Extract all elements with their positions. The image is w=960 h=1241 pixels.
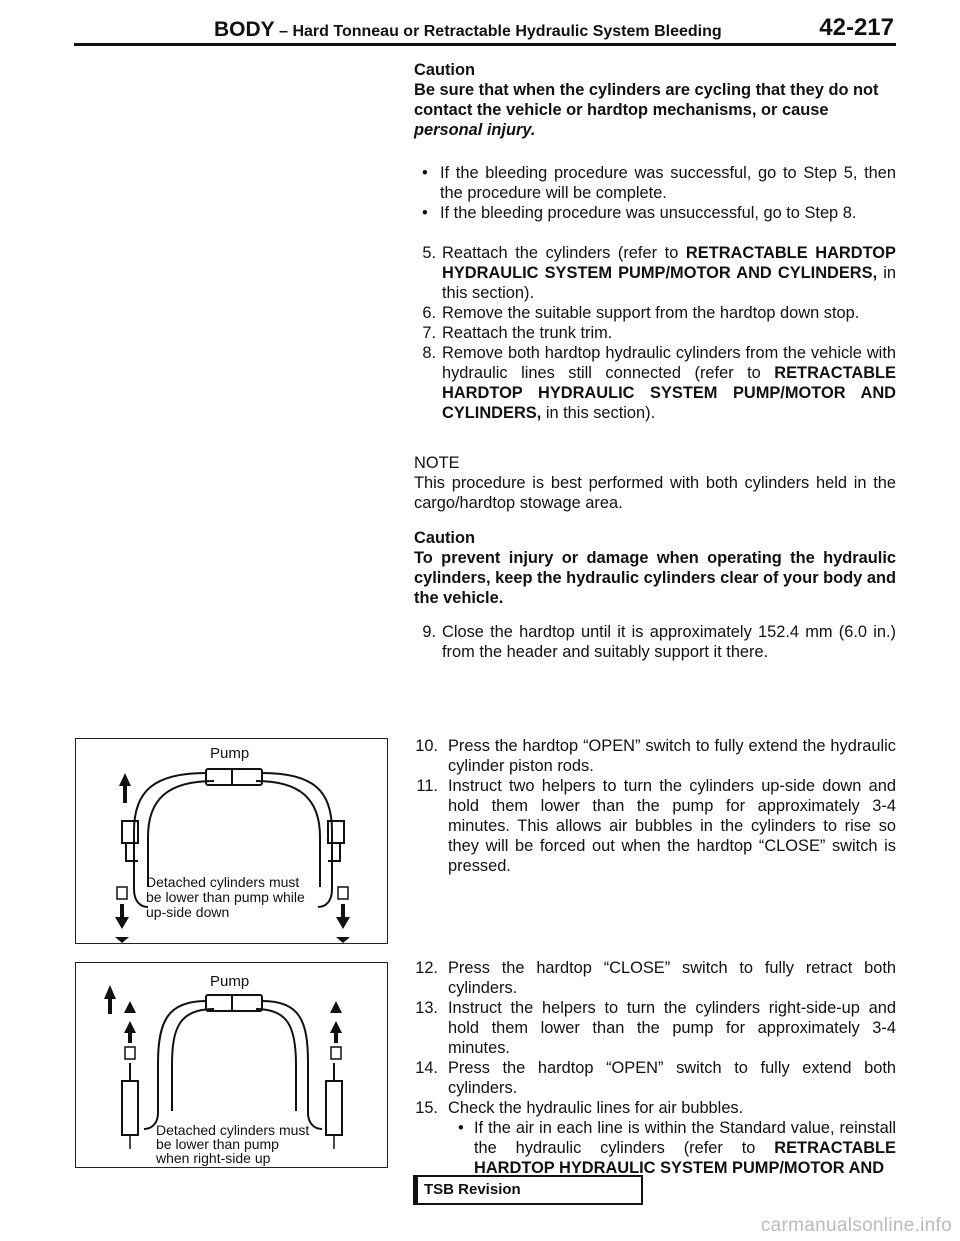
step-reference: RETRACTABLE HARDTOP HYDRAULIC SYSTEM PUMP/MOTOR AND CYLINDERS, (442, 364, 896, 422)
step-text: Press the hardtop “OPEN” switch to fully extend the hydraulic cylinder piston rods. (448, 737, 896, 775)
caution-text: To prevent injury or damage when operating the hydraulic cylinders, keep the hydraulic cylinders clear of your body and the vehicle. (414, 549, 896, 607)
figure-caption-line: when right-side up (156, 1150, 271, 1166)
step-9-block (414, 622, 896, 662)
page-header (74, 14, 896, 42)
step-14 (414, 1058, 896, 1098)
note-block (414, 453, 896, 513)
step-12 (414, 958, 896, 998)
figure-caption-line: up-side down (146, 904, 230, 920)
figure-caption-line: be lower than pump (156, 1136, 279, 1152)
list-item (414, 1118, 896, 1178)
steps-10-11 (414, 736, 896, 876)
step-text: in this section). (541, 404, 656, 422)
pump-label: Pump (210, 745, 250, 762)
step-6 (414, 303, 896, 323)
step-13 (414, 998, 896, 1058)
step-text: Remove both hardtop hydraulic cylinders from the vehicle with hydraulic lines still connected (refer to (442, 344, 896, 382)
caution-label: Caution (414, 529, 476, 547)
figure-caption-line: Detached cylinders must (156, 1122, 310, 1138)
step-text: Close the hardtop until it is approximately 152.4 mm (6.0 in.) from the header and suitably support it there. (442, 623, 896, 661)
pump-label: Pump (210, 973, 250, 990)
steps-5-8 (414, 243, 896, 423)
caution-block-2 (414, 528, 896, 608)
step-text: Check the hydraulic lines for air bubbles. (448, 1099, 744, 1117)
list-item-reference: RETRACTABLE HARDTOP HYDRAULIC SYSTEM PUMP/MOTOR AND (474, 1139, 896, 1177)
step-text: Remove the suitable support from the hardtop down stop. (442, 304, 860, 322)
step-8 (414, 343, 896, 423)
step-10 (414, 736, 896, 776)
tsb-revision-label: TSB Revision (424, 1181, 521, 1198)
step-text: Press the hardtop “CLOSE” switch to fully retract both cylinders. (448, 959, 896, 997)
bullet-list-top (414, 163, 896, 223)
step-number: 5. (422, 244, 436, 262)
step-7 (414, 323, 896, 343)
figure-caption-line: be lower than pump while (146, 889, 305, 905)
step-number: 8. (422, 344, 436, 362)
step-5 (414, 243, 896, 303)
step-number: 11. (416, 777, 438, 795)
step-number: 6. (422, 304, 436, 322)
list-item-text: If the air in each line is within the Standard value, reinstall the hydraulic cylinders (refer to (474, 1119, 896, 1157)
caution-label: Caution (414, 61, 476, 79)
step-number: 10. (415, 737, 438, 755)
figure-cylinders-right-side-up (75, 962, 388, 1168)
step-text: Instruct two helpers to turn the cylinders up-side down and hold them lower than the pump for approximately 3-4 minutes. This allows air bubbles in the cylinders to rise so they will be forced out when the hardtop “CLOSE” switch is pressed. (448, 777, 896, 875)
step-number: 9. (422, 623, 436, 641)
list-item: • If the bleeding procedure was successful, go to Step 5, then the procedure will be complete. (414, 163, 896, 203)
steps-12-15 (414, 958, 896, 1178)
page-number: 42-217 (819, 14, 894, 41)
note-label: NOTE (414, 454, 460, 472)
caution-text: Be sure that when the cylinders are cycling that they do not contact the vehicle or hardtop mechanisms, or cause (414, 81, 879, 119)
step-text: Reattach the trunk trim. (442, 324, 613, 342)
step-11 (414, 776, 896, 876)
step-text: Press the hardtop “OPEN” switch to fully extend both cylinders. (448, 1059, 896, 1097)
header-rule (74, 43, 896, 46)
list-item: • If the bleeding procedure was unsuccessful, go to Step 8. (414, 203, 896, 223)
step-text: Instruct the helpers to turn the cylinders right-side-up and hold them lower than the pump for approximately 3-4 minutes. (448, 999, 896, 1057)
step-15 (414, 1098, 896, 1118)
step-text: Reattach the cylinders (refer to (442, 244, 686, 262)
section-name: BODY (214, 18, 275, 41)
step-number: 15. (415, 1099, 438, 1117)
step-number: 13. (415, 999, 438, 1017)
figure-cylinders-upside-down (75, 738, 388, 944)
note-text: This procedure is best performed with both cylinders held in the cargo/hardtop stowage area. (414, 474, 896, 512)
section-subtitle: – Hard Tonneau or Retractable Hydraulic System Bleeding (274, 23, 722, 40)
step-9 (414, 622, 896, 662)
tsb-revision-box (413, 1175, 643, 1205)
page-title (214, 18, 722, 42)
step-number: 7. (422, 324, 436, 342)
watermark: carmanualsonline.info (760, 1215, 952, 1236)
figure-caption-line: Detached cylinders must (146, 874, 300, 890)
step-number: 12. (415, 959, 438, 977)
step-number: 14. (415, 1059, 438, 1077)
caution-text-tail: personal injury. (414, 121, 536, 139)
step-reference: RETRACTABLE HARDTOP HYDRAULIC SYSTEM PUMP/MOTOR AND CYLINDERS, (442, 244, 896, 282)
caution-block-1 (414, 60, 896, 140)
hydraulic-diagram-1 (76, 739, 387, 943)
step-text: in this section). (442, 264, 896, 302)
